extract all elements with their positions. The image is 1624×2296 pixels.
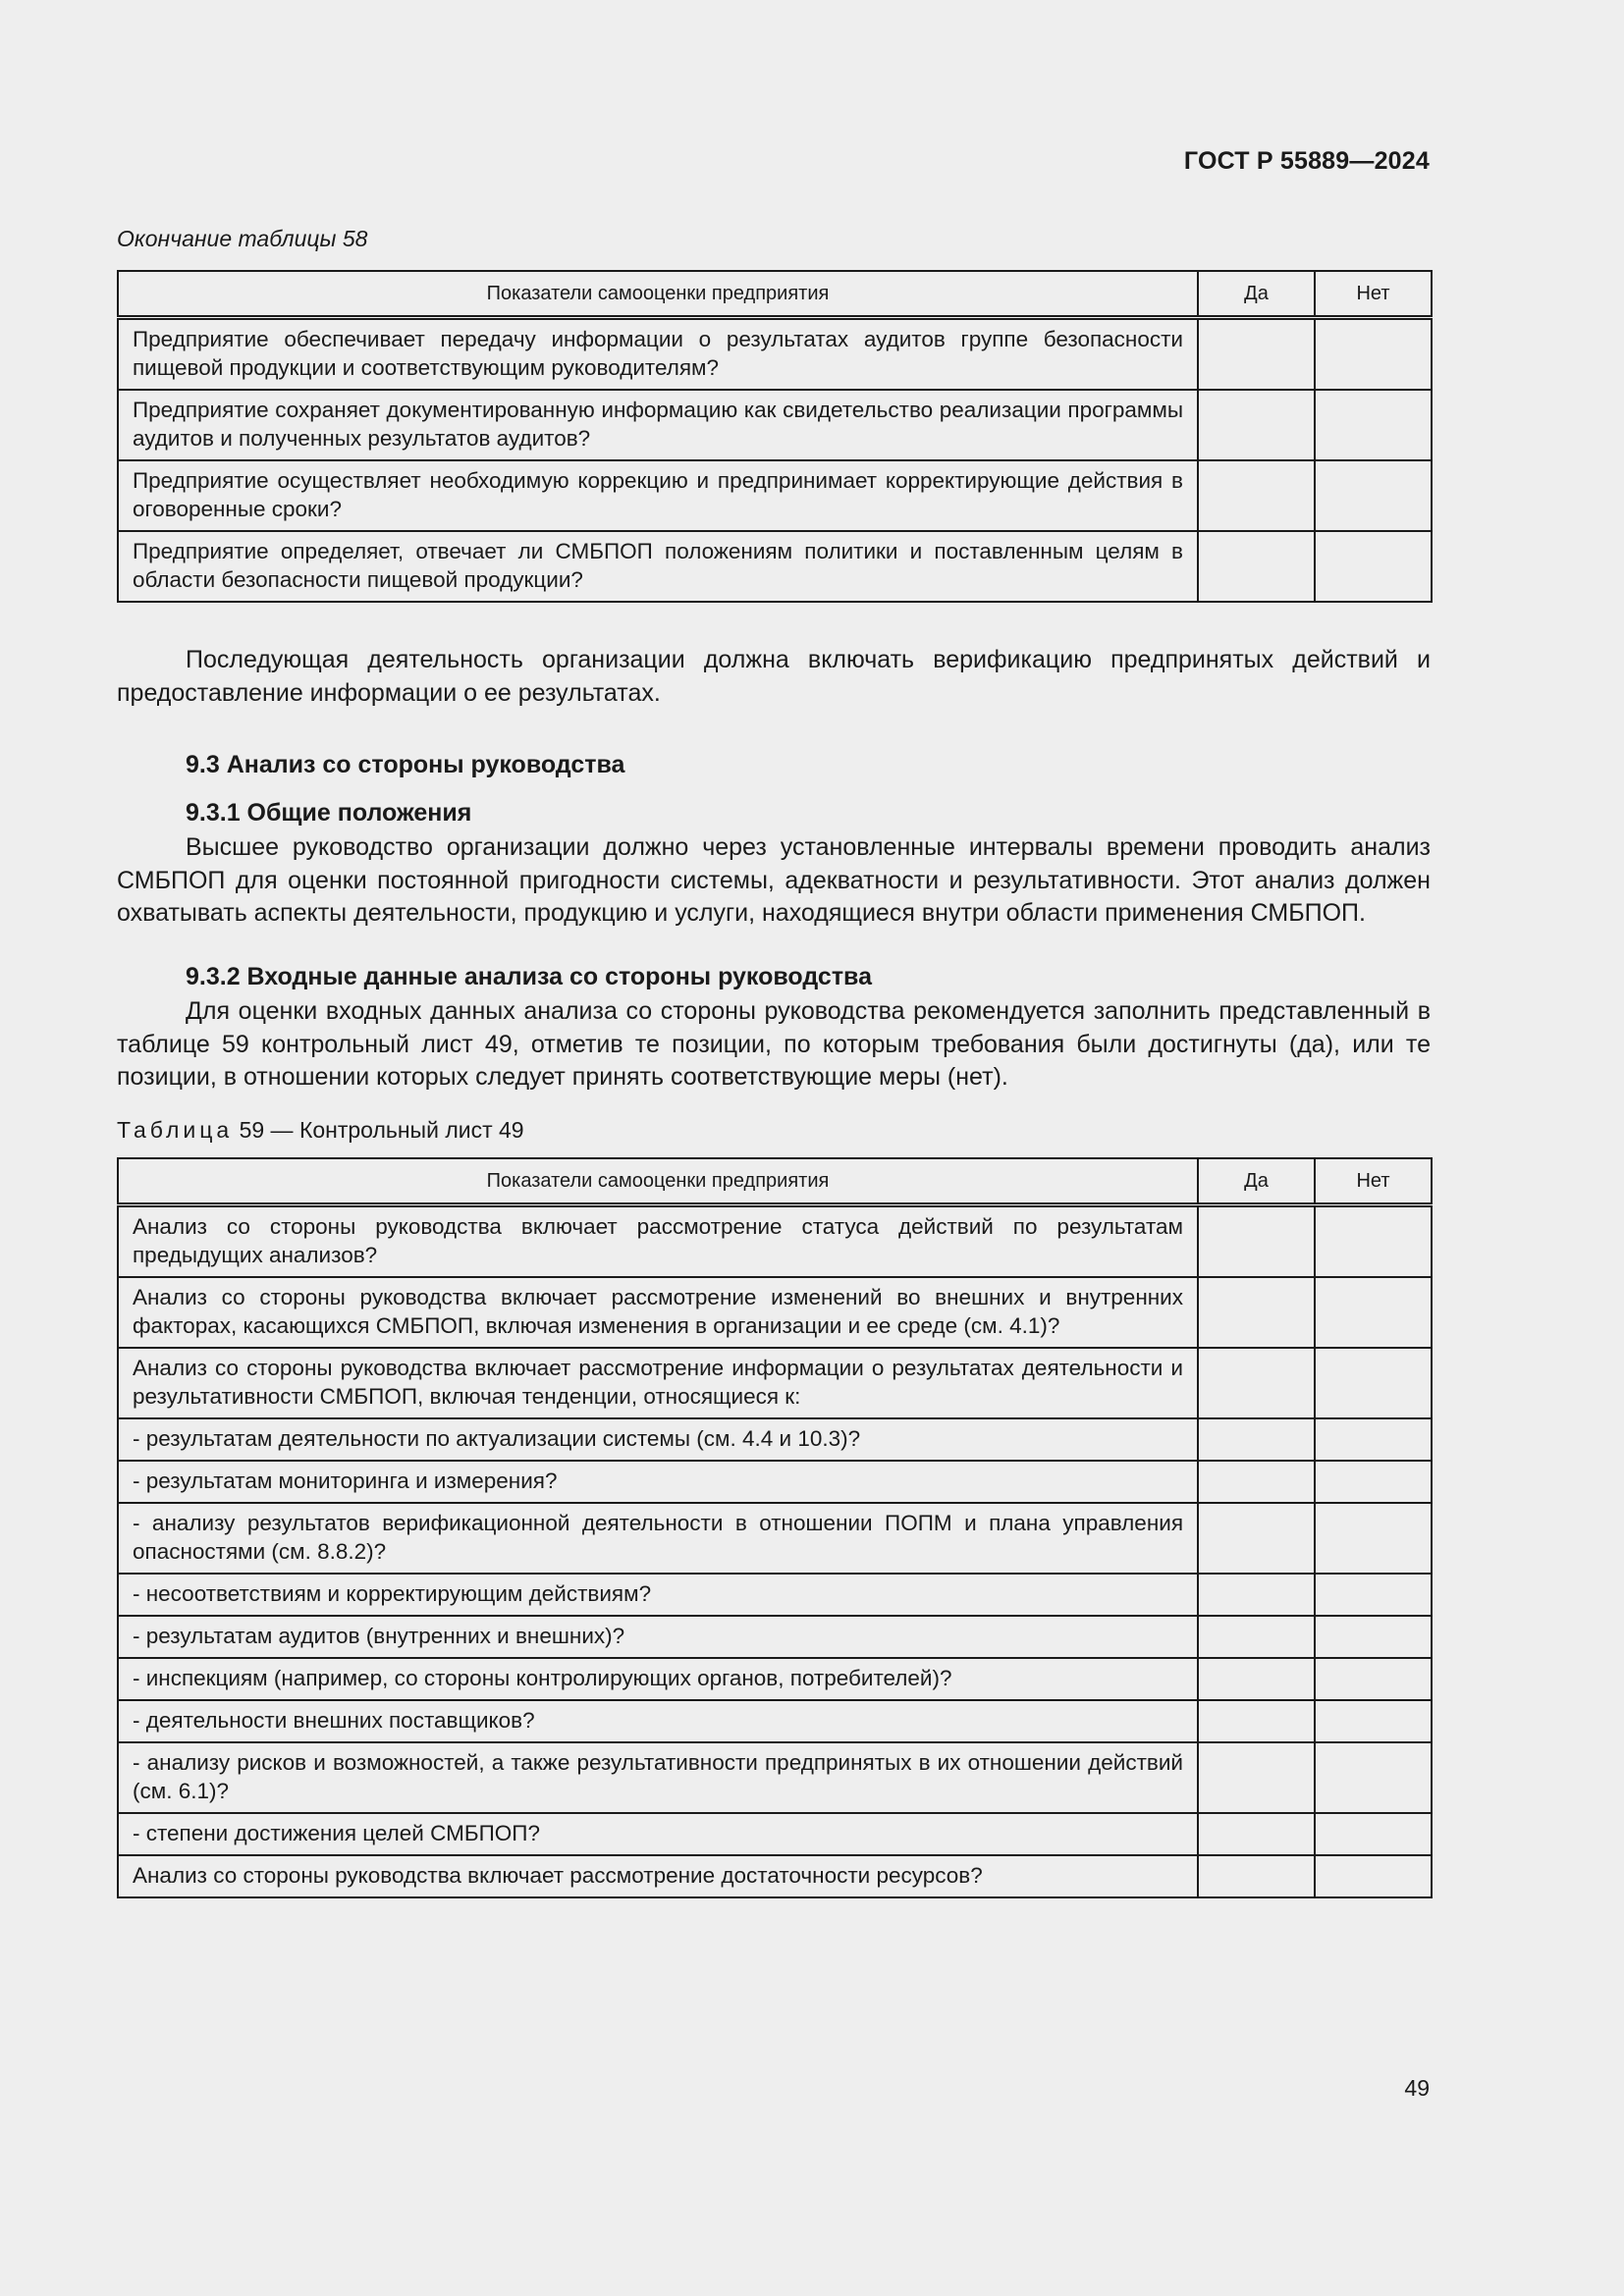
- yes-checkbox-cell[interactable]: [1198, 1742, 1315, 1813]
- yes-checkbox-cell[interactable]: [1198, 1658, 1315, 1700]
- column-header-no: Нет: [1315, 271, 1432, 318]
- no-checkbox-cell[interactable]: [1315, 1742, 1432, 1813]
- yes-checkbox-cell[interactable]: [1198, 1813, 1315, 1855]
- no-checkbox-cell[interactable]: [1315, 1461, 1432, 1503]
- table-row: [118, 1205, 1432, 1278]
- table-59: [117, 1157, 1433, 1898]
- yes-checkbox-cell[interactable]: [1198, 1503, 1315, 1574]
- table-row: [118, 531, 1432, 602]
- yes-checkbox-cell[interactable]: [1198, 1277, 1315, 1348]
- no-checkbox-cell[interactable]: [1315, 1616, 1432, 1658]
- standard-designation: ГОСТ Р 55889—2024: [1183, 147, 1430, 175]
- table-row: [118, 1574, 1432, 1616]
- table-row: [118, 1503, 1432, 1574]
- table-row: [118, 1813, 1432, 1855]
- yes-checkbox-cell[interactable]: [1198, 1574, 1315, 1616]
- yes-checkbox-cell[interactable]: [1198, 531, 1315, 602]
- yes-checkbox-cell[interactable]: [1198, 318, 1315, 391]
- section-heading-9-3: 9.3 Анализ со стороны руководства: [186, 751, 625, 778]
- no-checkbox-cell[interactable]: [1315, 1658, 1432, 1700]
- section-heading-9-3-1: 9.3.1 Общие положения: [186, 799, 472, 827]
- indicator-cell: Анализ со стороны руководства включает рассмотрение достаточности ресурсов?: [118, 1855, 1198, 1897]
- no-checkbox-cell[interactable]: [1315, 460, 1432, 531]
- indicator-cell: - результатам аудитов (внутренних и внешних)?: [118, 1616, 1198, 1658]
- column-header-yes: Да: [1198, 1158, 1315, 1205]
- indicator-cell: - результатам деятельности по актуализации системы (см. 4.4 и 10.3)?: [118, 1418, 1198, 1461]
- table-row: [118, 1700, 1432, 1742]
- column-header-no: Нет: [1315, 1158, 1432, 1205]
- table-row: [118, 1277, 1432, 1348]
- yes-checkbox-cell[interactable]: [1198, 1700, 1315, 1742]
- column-header-yes: Да: [1198, 271, 1315, 318]
- table-row: [118, 1418, 1432, 1461]
- table-row: [118, 1742, 1432, 1813]
- indicator-cell: Предприятие обеспечивает передачу информации о результатах аудитов группе безопасности пищевой продукции и соответствующим руководителям?: [118, 318, 1198, 391]
- table-row: [118, 1658, 1432, 1700]
- indicator-cell: - анализу рисков и возможностей, а также результативности предпринятых в их отношении действий (см. 6.1)?: [118, 1742, 1198, 1813]
- no-checkbox-cell[interactable]: [1315, 1855, 1432, 1897]
- table-58: [117, 270, 1433, 603]
- table-row: [118, 460, 1432, 531]
- table-row: [118, 1616, 1432, 1658]
- indicator-cell: Анализ со стороны руководства включает рассмотрение информации о результатах деятельности и результативности СМБПОП, включая тенденции, относящиеся к:: [118, 1348, 1198, 1418]
- table59-caption: [117, 1117, 524, 1144]
- table-row: [118, 390, 1432, 460]
- table59-caption-word: Таблица: [117, 1117, 234, 1143]
- indicator-cell: - деятельности внешних поставщиков?: [118, 1700, 1198, 1742]
- no-checkbox-cell[interactable]: [1315, 390, 1432, 460]
- section-heading-9-3-2: 9.3.2 Входные данные анализа со стороны руководства: [186, 963, 872, 990]
- no-checkbox-cell[interactable]: [1315, 1700, 1432, 1742]
- indicator-cell: Анализ со стороны руководства включает рассмотрение статуса действий по результатам предыдущих анализов?: [118, 1205, 1198, 1278]
- indicator-cell: - несоответствиям и корректирующим действиям?: [118, 1574, 1198, 1616]
- no-checkbox-cell[interactable]: [1315, 531, 1432, 602]
- yes-checkbox-cell[interactable]: [1198, 1616, 1315, 1658]
- page-number: 49: [1404, 2075, 1430, 2101]
- indicator-cell: Предприятие определяет, отвечает ли СМБПОП положениям политики и поставленным целям в области безопасности пищевой продукции?: [118, 531, 1198, 602]
- no-checkbox-cell[interactable]: [1315, 1205, 1432, 1278]
- table-row: [118, 1855, 1432, 1897]
- indicator-cell: - анализу результатов верификационной деятельности в отношении ПОПМ и плана управления опасностями (см. 8.8.2)?: [118, 1503, 1198, 1574]
- table58-caption: Окончание таблицы 58: [117, 226, 368, 251]
- paragraph-input-data: Для оценки входных данных анализа со стороны руководства рекомендуется заполнить представленный в таблице 59 контрольный лист 49, отметив те позиции, по которым требования были достигнуты (да), или те позиции, в отношении которых следует принять соответствующие меры (нет).: [117, 997, 1431, 1091]
- column-header-indicator: Показатели самооценки предприятия: [118, 271, 1198, 318]
- no-checkbox-cell[interactable]: [1315, 1277, 1432, 1348]
- yes-checkbox-cell[interactable]: [1198, 1855, 1315, 1897]
- yes-checkbox-cell[interactable]: [1198, 1461, 1315, 1503]
- indicator-cell: - степени достижения целей СМБПОП?: [118, 1813, 1198, 1855]
- no-checkbox-cell[interactable]: [1315, 1813, 1432, 1855]
- no-checkbox-cell[interactable]: [1315, 318, 1432, 391]
- table-row: [118, 1461, 1432, 1503]
- indicator-cell: - результатам мониторинга и измерения?: [118, 1461, 1198, 1503]
- table-header-row: [118, 271, 1432, 318]
- no-checkbox-cell[interactable]: [1315, 1574, 1432, 1616]
- yes-checkbox-cell[interactable]: [1198, 1348, 1315, 1418]
- table-row: [118, 1348, 1432, 1418]
- yes-checkbox-cell[interactable]: [1198, 460, 1315, 531]
- paragraph-verification: Последующая деятельность организации должна включать верификацию предпринятых действий и предоставление информации о ее результатах.: [117, 646, 1431, 707]
- no-checkbox-cell[interactable]: [1315, 1503, 1432, 1574]
- indicator-cell: Анализ со стороны руководства включает рассмотрение изменений во внешних и внутренних факторах, касающихся СМБПОП, включая изменения в организации и ее среде (см. 4.1)?: [118, 1277, 1198, 1348]
- no-checkbox-cell[interactable]: [1315, 1348, 1432, 1418]
- indicator-cell: Предприятие осуществляет необходимую коррекцию и предпринимает корректирующие действия в оговоренные сроки?: [118, 460, 1198, 531]
- no-checkbox-cell[interactable]: [1315, 1418, 1432, 1461]
- yes-checkbox-cell[interactable]: [1198, 390, 1315, 460]
- table-header-row: [118, 1158, 1432, 1205]
- indicator-cell: - инспекциям (например, со стороны контролирующих органов, потребителей)?: [118, 1658, 1198, 1700]
- yes-checkbox-cell[interactable]: [1198, 1418, 1315, 1461]
- yes-checkbox-cell[interactable]: [1198, 1205, 1315, 1278]
- paragraph-general-provisions: Высшее руководство организации должно через установленные интервалы времени проводить анализ СМБПОП для оценки постоянной пригодности системы, адекватности и результативности. Этот анализ должен охватывать аспекты деятельности, продукцию и услуги, находящиеся внутри области применения СМБПОП.: [117, 833, 1431, 927]
- table-row: [118, 318, 1432, 391]
- column-header-indicator: Показатели самооценки предприятия: [118, 1158, 1198, 1205]
- indicator-cell: Предприятие сохраняет документированную информацию как свидетельство реализации программы аудитов и полученных результатов аудитов?: [118, 390, 1198, 460]
- table59-caption-text: 59 — Контрольный лист 49: [239, 1117, 524, 1143]
